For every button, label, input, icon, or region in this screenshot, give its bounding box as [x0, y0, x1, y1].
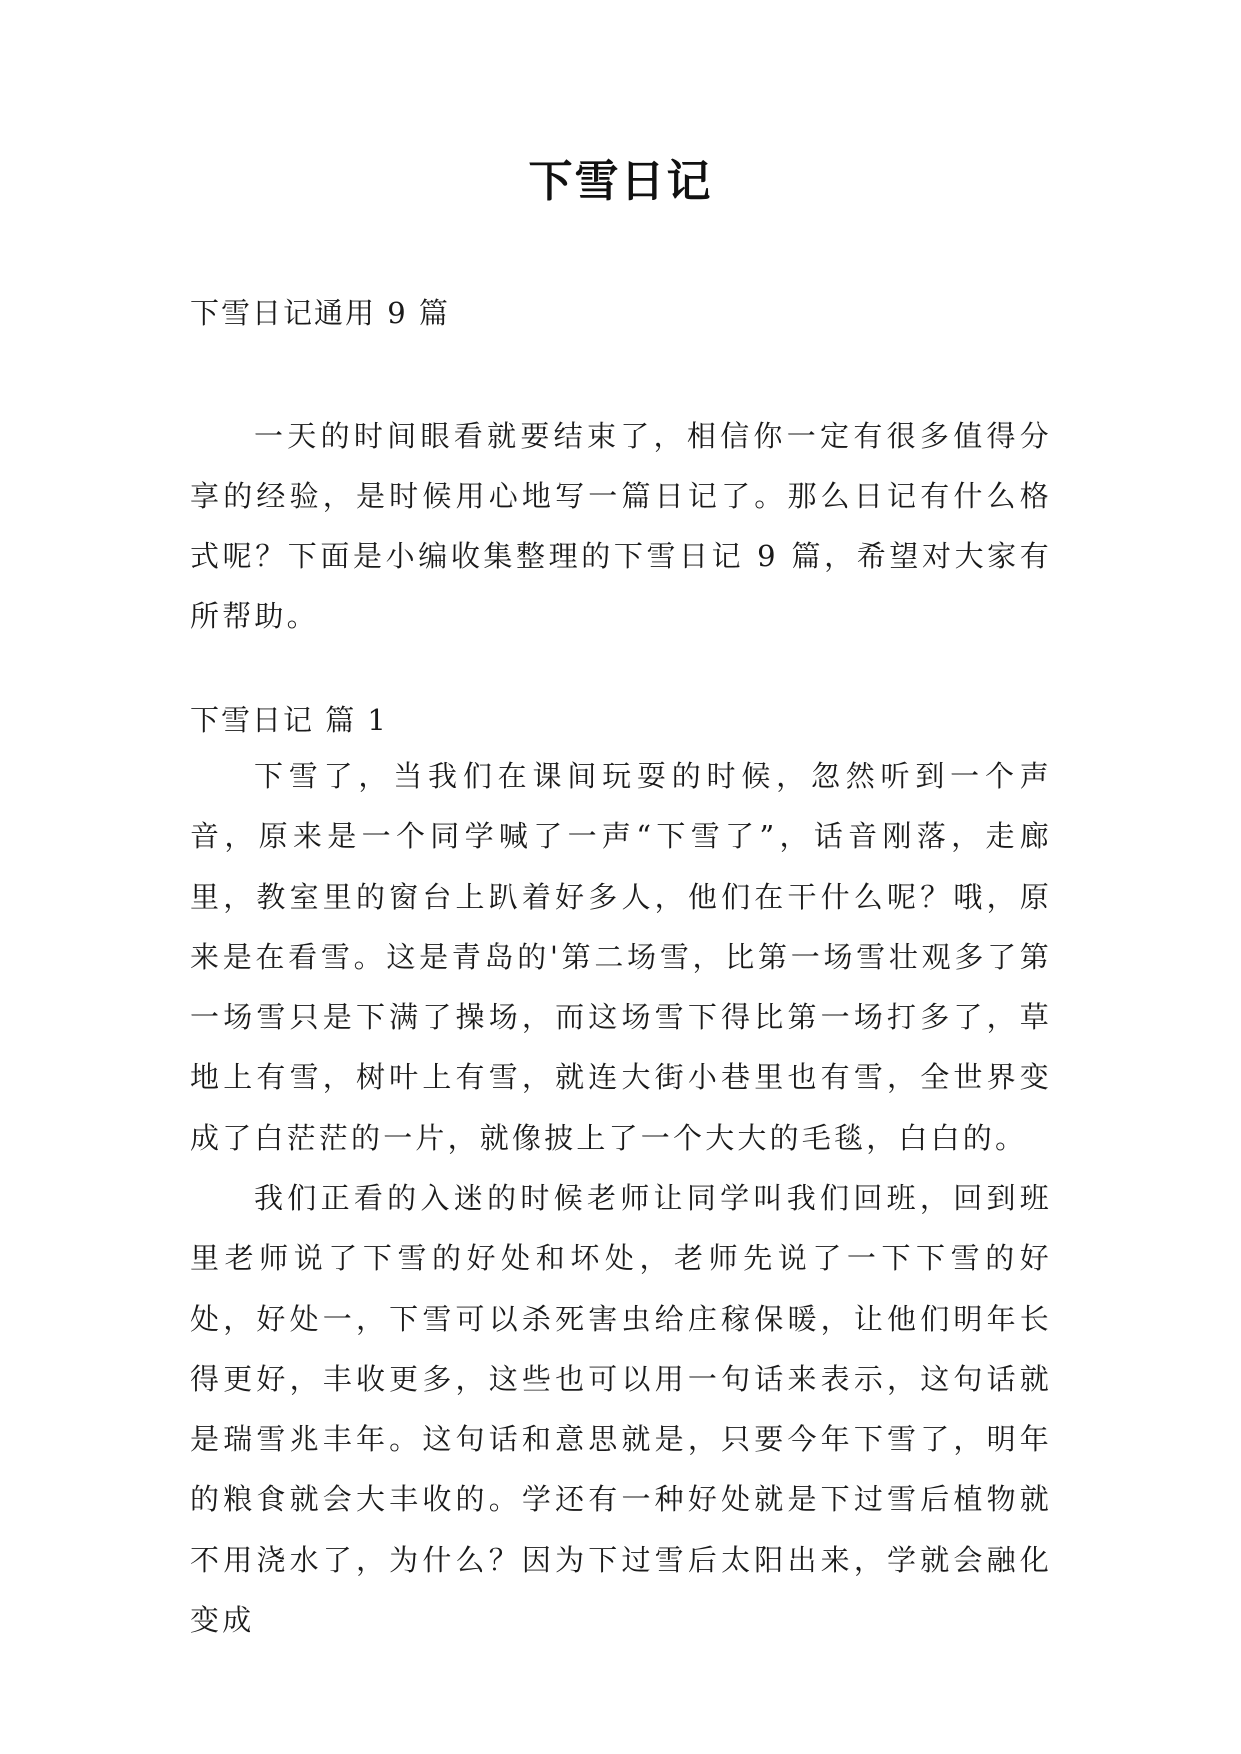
document-subtitle: 下雪日记通用 9 篇	[190, 296, 450, 330]
intro-paragraph: 一天的时间眼看就要结束了，相信你一定有很多值得分享的经验，是时候用心地写一篇日记了。那么日记有什么格式呢？下面是小编收集整理的下雪日记 9 篇，希望对大家有所帮助。	[190, 419, 1052, 633]
section-heading: 下雪日记 篇 1	[190, 703, 388, 737]
body-paragraph: 我们正看的入迷的时候老师让同学叫我们回班，回到班里老师说了下雪的好处和坏处，老师先说了一下下雪的好处，好处一，下雪可以杀死害虫给庄稼保暖，让他们明年长得更好，丰收更多，这些也可以用一句话来表示，这句话就是瑞雪兆丰年。这句话和意思就是，只要今年下雪了，明年的粮食就会大丰收的。学还有一种好处就是下过雪后植物就不用浇水了，为什么？因为下过雪后太阳出来，学就会融化变成	[190, 1181, 1052, 1638]
document-title: 下雪日记	[528, 156, 713, 207]
body-paragraph: 下雪了，当我们在课间玩耍的时候，忽然听到一个声音，原来是一个同学喊了一声“下雪了”，话音刚落，走廊里，教室里的窗台上趴着好多人，他们在干什么呢？哦，原来是在看雪。这是青岛的'第二场雪，比第一场雪壮观多了第一场雪只是下满了操场，而这场雪下得比第一场打多了，草地上有雪，树叶上有雪，就连大街小巷里也有雪，全世界变成了白茫茫的一片，就像披上了一个大大的毛毯，白白的。	[190, 759, 1052, 1155]
